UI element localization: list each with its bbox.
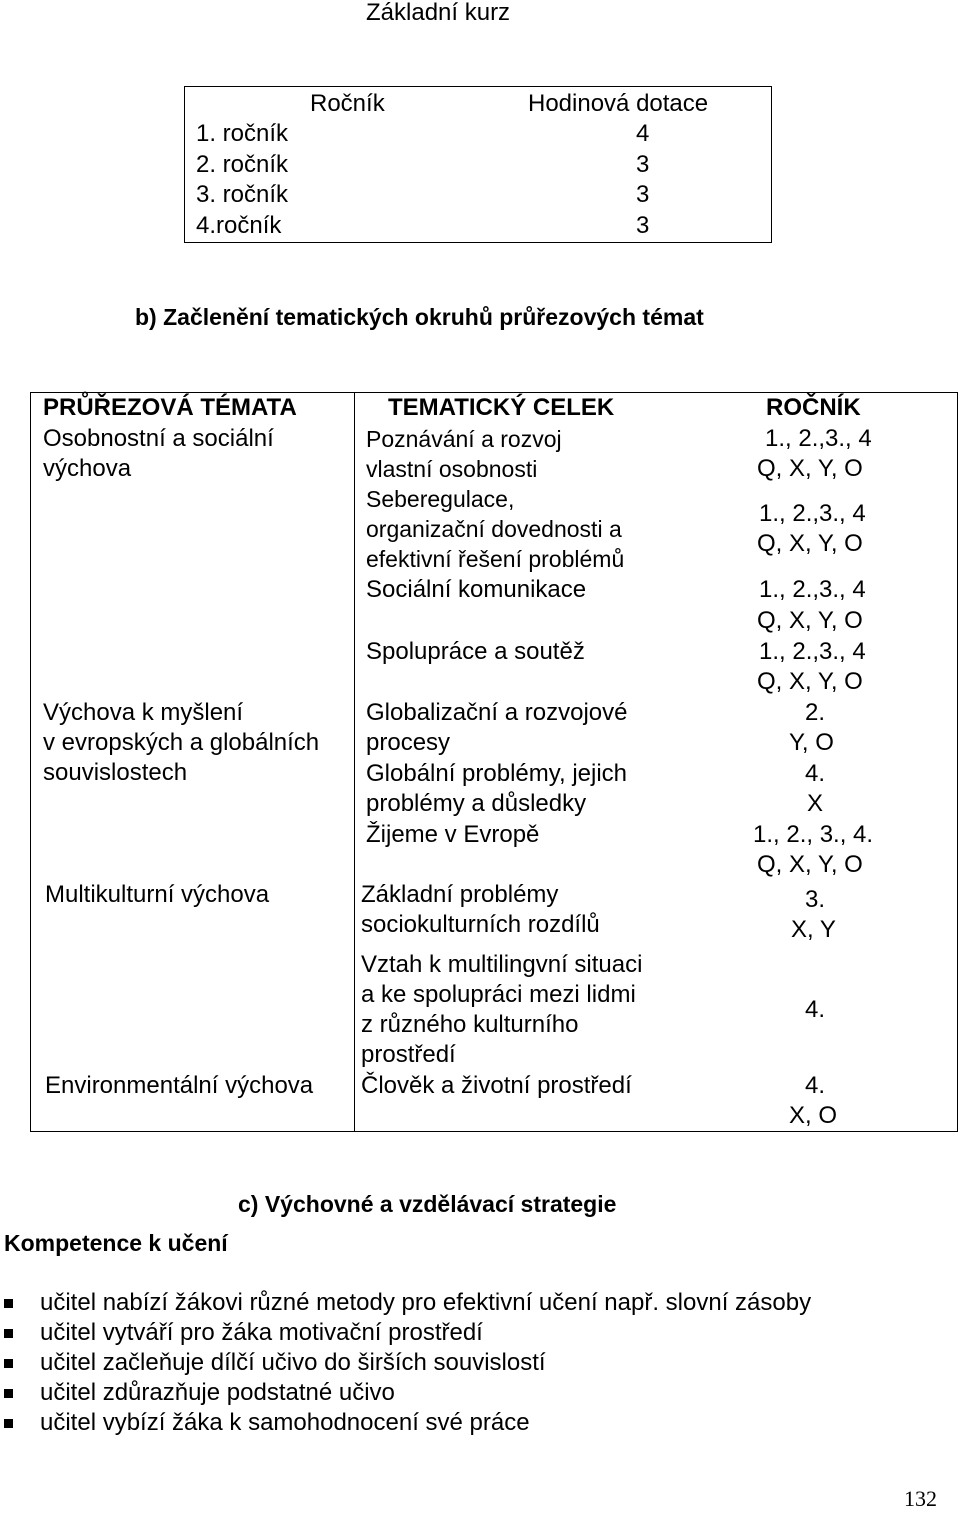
unit-text: Vztah k multilingvní situaci bbox=[361, 951, 643, 978]
section-b-heading: b) Začlenění tematických okruhů průřezových témat bbox=[135, 304, 704, 330]
theme-name: Multikulturní výchova bbox=[45, 881, 270, 908]
section-c-subheading: Kompetence k učení bbox=[4, 1230, 228, 1256]
hours-row-hours: 4 bbox=[636, 120, 650, 147]
unit-grade: X, Y bbox=[791, 916, 836, 943]
unit-grade: 3. bbox=[805, 886, 826, 913]
unit-text: Žijeme v Evropě bbox=[366, 821, 540, 848]
themes-header-grade: ROČNÍK bbox=[766, 394, 861, 421]
unit-grade: 2. bbox=[805, 699, 826, 726]
unit-grade: 1., 2., 3., 4. bbox=[753, 821, 874, 848]
unit-grade: Q, X, Y, O bbox=[757, 668, 863, 695]
unit-grade: 1., 2.,3., 4 bbox=[759, 576, 866, 603]
unit-grade: 1., 2.,3., 4 bbox=[759, 500, 866, 527]
section-c-heading: c) Výchovné a vzdělávací strategie bbox=[238, 1191, 617, 1217]
unit-text: Poznávání a rozvoj bbox=[366, 426, 562, 452]
strategy-item: učitel vytváří pro žáka motivační prostředí bbox=[40, 1319, 483, 1346]
unit-grade: Q, X, Y, O bbox=[757, 851, 863, 878]
bullet-icon bbox=[4, 1419, 13, 1428]
strategy-item: učitel začleňuje dílčí učivo do širších souvislostí bbox=[40, 1349, 546, 1376]
themes-header-theme: PRŮŘEZOVÁ TÉMATA bbox=[43, 394, 297, 421]
unit-grade: Y, O bbox=[789, 729, 834, 756]
unit-text: Globální problémy, jejich bbox=[366, 760, 628, 787]
unit-text: Základní problémy bbox=[361, 881, 559, 908]
strategy-item: učitel vybízí žáka k samohodnocení své práce bbox=[40, 1409, 530, 1436]
unit-text: a ke spolupráci mezi lidmi bbox=[361, 981, 636, 1008]
unit-text: organizační dovednosti a bbox=[366, 516, 622, 542]
hours-header-hours: Hodinová dotace bbox=[528, 90, 709, 117]
hours-row-hours: 3 bbox=[636, 181, 650, 208]
unit-grade: 1., 2.,3., 4 bbox=[765, 425, 872, 452]
strategy-item: učitel nabízí žákovi různé metody pro efektivní učení např. slovní zásoby bbox=[40, 1289, 812, 1316]
unit-grade: X bbox=[807, 790, 824, 817]
bullet-icon bbox=[4, 1299, 13, 1308]
page-header-title: Základní kurz bbox=[366, 0, 511, 26]
unit-grade: 4. bbox=[805, 1072, 826, 1099]
unit-text: vlastní osobnosti bbox=[366, 456, 538, 482]
unit-grade: 1., 2.,3., 4 bbox=[759, 638, 866, 665]
unit-grade: Q, X, Y, O bbox=[757, 607, 863, 634]
themes-header-unit: TEMATICKÝ CELEK bbox=[388, 394, 615, 421]
unit-text: Spolupráce a soutěž bbox=[366, 638, 585, 665]
unit-text: z různého kulturního bbox=[361, 1011, 579, 1038]
theme-name: v evropských a globálních bbox=[43, 729, 320, 756]
column-divider bbox=[354, 393, 355, 1131]
unit-text: problémy a důsledky bbox=[366, 790, 587, 817]
unit-grade: X, O bbox=[789, 1102, 838, 1129]
unit-text: Seberegulace, bbox=[366, 486, 515, 512]
theme-name: výchova bbox=[43, 455, 132, 482]
bullet-icon bbox=[4, 1389, 13, 1398]
unit-text: Člověk a životní prostředí bbox=[361, 1072, 632, 1099]
theme-name: Environmentální výchova bbox=[45, 1072, 314, 1099]
bullet-icon bbox=[4, 1359, 13, 1368]
hours-row-year: 2. ročník bbox=[196, 151, 289, 178]
strategy-item: učitel zdůrazňuje podstatné učivo bbox=[40, 1379, 395, 1406]
hours-row-year: 1. ročník bbox=[196, 120, 289, 147]
unit-text: sociokulturních rozdílů bbox=[361, 911, 600, 938]
theme-name: souvislostech bbox=[43, 759, 188, 786]
unit-grade: Q, X, Y, O bbox=[757, 530, 863, 557]
unit-text: procesy bbox=[366, 729, 451, 756]
themes-table bbox=[30, 392, 958, 1132]
theme-name: Osobnostní a sociální bbox=[43, 425, 274, 452]
unit-text: Sociální komunikace bbox=[366, 576, 587, 603]
unit-text: efektivní řešení problémů bbox=[366, 546, 625, 572]
unit-text: prostředí bbox=[361, 1041, 456, 1068]
hours-header-year: Ročník bbox=[310, 90, 385, 117]
hours-table bbox=[184, 86, 772, 243]
unit-text: Globalizační a rozvojové bbox=[366, 699, 628, 726]
page-number: 132 bbox=[904, 1486, 937, 1511]
theme-name: Výchova k myšlení bbox=[43, 699, 244, 726]
hours-row-hours: 3 bbox=[636, 212, 650, 239]
unit-grade: Q, X, Y, O bbox=[757, 455, 863, 482]
unit-grade: 4. bbox=[805, 760, 826, 787]
hours-row-year: 3. ročník bbox=[196, 181, 289, 208]
hours-row-year: 4.ročník bbox=[196, 212, 282, 239]
hours-row-hours: 3 bbox=[636, 151, 650, 178]
unit-grade: 4. bbox=[805, 996, 826, 1023]
bullet-icon bbox=[4, 1329, 13, 1338]
